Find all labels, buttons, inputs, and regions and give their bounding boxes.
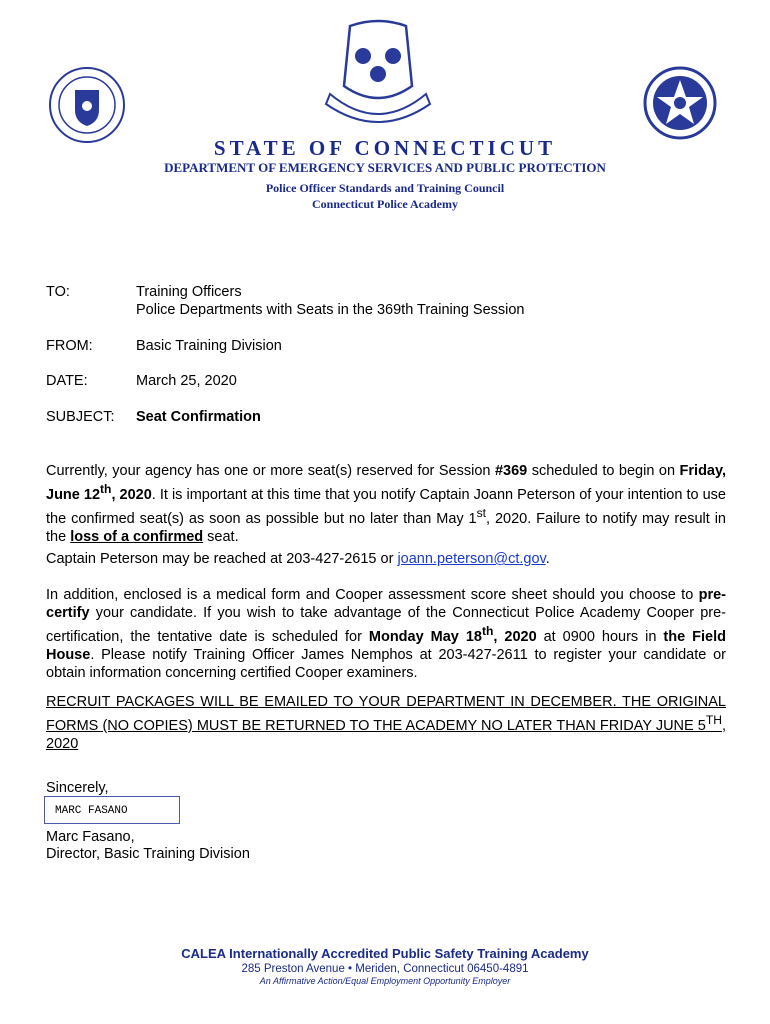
footer-address: 285 Preston Avenue • Meriden, Connecticut 06450-4891 bbox=[241, 963, 529, 975]
paragraph-cooper-precertification: In addition, enclosed is a medical form and Cooper assessment score sheet should you choose to pre-certify your candidate. If you wish to take advantage of the Connecticut Police Academy Cooper pre-certification, the tentative date is scheduled for Monday May 18th, 2020 at 0900 hours in the Field House. Please notify Training Officer James Nemphos at 203-427-2611 to register your candidate or obtain information concerning certified Cooper examiners. bbox=[46, 587, 726, 681]
footer-eoe: An Affirmative Action/Equal Employment Opportunity Employer bbox=[259, 976, 511, 986]
subject-value: Seat Confirmation bbox=[136, 409, 261, 425]
signature-field[interactable]: MARC FASANO bbox=[44, 796, 180, 824]
state-title: STATE OF CONNECTICUT bbox=[213, 136, 557, 160]
department-name: DEPARTMENT OF EMERGENCY SERVICES AND PUBLIC PROTECTION bbox=[164, 160, 606, 175]
date-value: March 25, 2020 bbox=[136, 373, 237, 389]
footer-accreditation: CALEA Internationally Accredited Public Safety Training Academy bbox=[181, 946, 589, 961]
council-name: Police Officer Standards and Training Council bbox=[265, 181, 505, 195]
date-label: DATE: bbox=[46, 373, 88, 389]
closing-sincerely: Sincerely, bbox=[46, 780, 109, 796]
signer-name: Marc Fasano, bbox=[46, 829, 135, 845]
to-label: TO: bbox=[46, 284, 70, 300]
email-link[interactable]: joann.peterson@ct.gov bbox=[397, 551, 546, 567]
to-line-2: Police Departments with Seats in the 369th Training Session bbox=[136, 302, 525, 318]
from-value: Basic Training Division bbox=[136, 338, 282, 354]
post-council-seal-icon bbox=[48, 66, 126, 144]
connecticut-state-seal-icon bbox=[318, 18, 438, 130]
academy-name: Connecticut Police Academy bbox=[312, 197, 458, 211]
to-line-1: Training Officers bbox=[136, 284, 242, 300]
loss-warning: loss of a confirmed bbox=[70, 528, 204, 545]
signer-title: Director, Basic Training Division bbox=[46, 846, 250, 862]
subject-label: SUBJECT: bbox=[46, 409, 115, 425]
from-label: FROM: bbox=[46, 338, 93, 354]
paragraph-recruit-packages: RECRUIT PACKAGES WILL BE EMAILED TO YOUR DEPARTMENT IN DECEMBER. THE ORIGINAL FORMS (NO COPIES) MUST BE RETURNED TO THE ACADEMY NO LATER THAN FRIDAY JUNE 5TH, 2020 bbox=[46, 694, 726, 752]
calea-accreditation-seal-icon bbox=[643, 66, 719, 142]
paragraph-contact: Captain Peterson may be reached at 203-427-2615 or joann.peterson@ct.gov. bbox=[46, 551, 550, 567]
paragraph-seat-reservation: Currently, your agency has one or more seat(s) reserved for Session #369 scheduled to begin on Friday, June 12th, 2020. It is important at this time that you notify Captain Joann Peterson of your intention to use the confirmed seat(s) as soon as possible but no later than May 1st, 2020. Failure to notify may result in the loss of a confirmed seat. bbox=[46, 463, 727, 545]
